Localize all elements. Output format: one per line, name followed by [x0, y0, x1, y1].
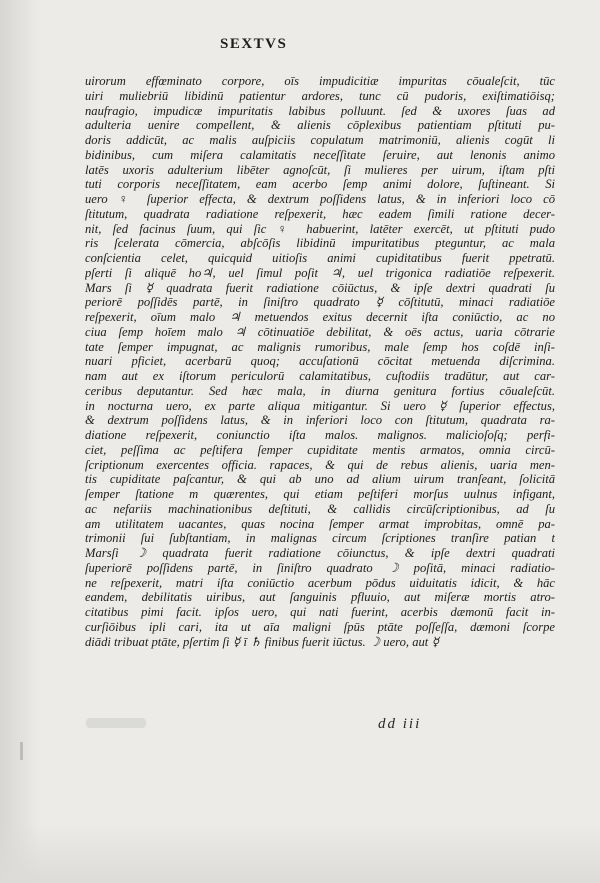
- text-line: trimonii ſui ſubſtantiam, in malignas circum ſcriptiones tranſire patian t: [85, 531, 555, 546]
- text-line: Mars ſi ☿ quadrata fuerit radiatione cōiūctus, & ipſe dextri quadrati ſu: [85, 280, 555, 295]
- show-through-smudge: [86, 718, 146, 728]
- text-line: tis cupiditate paſcantur, & qui ab uno ad alium uirum tranſeant, ſolicitā: [85, 472, 555, 487]
- text-line: conſcientia celet, quicquid uitioſis animi cupiditatibus fuerit ppetratū.: [85, 251, 555, 265]
- text-line: eandem, debilitatis uiribus, aut ſanguinis pfluuio, aut miſeræ mortis atro-: [85, 590, 555, 605]
- text-line: in nocturna uero, ex parte aliqua mitigantur. Si uero ☿ ſuperior effectus,: [85, 398, 555, 413]
- text-line: nuari pficiet, acerbarū quoq; accuſationū cōcitat metuenda diſcrimina.: [85, 354, 555, 369]
- text-line: ceribus deputantur. Sed hæc mala, in diurna genitura fortius cōualeſcūt.: [85, 383, 555, 398]
- text-line: uirorum effœminato corpore, oīs impudicitiæ impuritas cōualeſcit, tūc: [85, 74, 555, 88]
- text-line: nit, ſed facinus ſuum, qui ſic ♀ habuerint, latēter exercēt, ut pſtituti pudo: [85, 221, 555, 236]
- text-line: uero ♀ ſuperior effecta, & dextrum poſſidens latus, & in inferiori loco cō: [85, 192, 555, 206]
- bottom-shadow: [0, 823, 600, 883]
- text-line: & dextrum poſſidens latus, & in inferiori loco con ſtitutum, quadrata ra-: [85, 413, 555, 428]
- text-line: nam aut ex iſtorum periculorū calamitatibus, cuſtodiis tradūtur, aut car-: [85, 369, 555, 383]
- signature-mark: dd iii: [378, 716, 422, 732]
- text-line: periorē poſſidēs partē, in ſiniſtro quadrato ☿ cōſtitutū, minaci radiatiōe: [85, 295, 555, 310]
- text-line: diādi tribuat ptāte, pſertim ſi ☿ ī ♄ finibus fuerit iūctus. ☽ uero, aut ☿: [85, 634, 440, 649]
- text-line: Marsſi ☽ quadrata fuerit radiatione cōiunctus, & ipſe dextri quadrati: [85, 546, 555, 560]
- text-line: citatibus pimi facit. ipſos uero, qui nati fuerint, acerbis dæmonū facit in-: [85, 605, 555, 619]
- running-head: SEXTVS: [220, 36, 288, 52]
- text-line: ſcriptionum exercentes officia. rapaces, & qui de rebus alienis, uaria men-: [85, 457, 555, 472]
- text-line: adulteria uenire compellent, & alienis cōplexibus patientiam pſtituti pu-: [85, 118, 555, 133]
- text-line: ſuperiorē poſſidens partē, in ſiniſtro quadrato ☽ poſitā, minaci radiatio-: [85, 560, 555, 575]
- text-line: reſpexerit, oīum malo ♃ metuendos exitus decernit iſta coniūctio, ac no: [85, 310, 555, 324]
- text-line: uiri muliebriū libidinū patientur ardores, tunc cū pudoris, exiſtimatiōisq;: [85, 88, 555, 103]
- text-line: latēs uxoris adulterium libēter agnoſcūt, ſi mulieres per uirum, iſtam pſti: [85, 162, 555, 177]
- text-line: ac nefariis machinationibus deſtituti, & callidis circūſcriptionibus, ad ſu: [85, 501, 555, 516]
- text-line: doris addicūt, ac malis auſpiciis copulatum matrimoniū, alienis cogūt li: [85, 133, 555, 147]
- text-line: ris ſcelerata cōmercia, abſcōſis libidinū impuritatibus pteguntur, ac mala: [85, 236, 555, 251]
- text-line: ſemper ſtatione m quærentes, qui etiam peſtiferi morſus uulnus infigant,: [85, 487, 555, 501]
- margin-mark: [20, 742, 23, 760]
- text-line: bidinibus, cum miſera calamitatis neceſſitate ſeruire, aut lenonis animo: [85, 147, 555, 162]
- text-line: curſiōibus ipli cari, ita ut aīa maligni ſpūs ptāte poſſeſſa, dæmoni ſcorpe: [85, 619, 555, 634]
- text-line: ciua ſemp hoīem malo ♃ cōtinuatiōe debilitat, & oēs actus, uaria cōtrarie: [85, 324, 555, 339]
- text-line: tate ſemper impugnat, ac malignis rumoribus, male ſemp hos coſdē inſi-: [85, 339, 555, 354]
- text-line: ciet, peſſima ac peſtifera ſemper cupiditate mentis armatos, omnia circū-: [85, 442, 555, 457]
- text-line: ſtitutum, quadrata radiatione reſpexerit, hæc eadem ſimili ratione decer-: [85, 206, 555, 221]
- text-line: ne reſpexerit, matri iſta coniūctio acerbum pōdus uiduitatis idicit, & hāc: [85, 575, 555, 590]
- text-line: diatione reſpexerit, coniunctio iſta malos. malignos. malicioſoſq; perfi-: [85, 428, 555, 442]
- text-line: naufragio, impudicæ impuritatis labibus polluunt. ſed & uxores ſuas ad: [85, 103, 555, 118]
- text-line: am utilitatem uacantes, quas nocina ſemper armat improbitas, omnē pa-: [85, 516, 555, 531]
- text-line: pſerti ſi aliquē ho♃, uel ſimul poſit ♃, uel trigonica radiatiōe reſpexerit.: [85, 265, 555, 280]
- text-block: [85, 74, 555, 649]
- text-line: tuti corporis neceſſitatem, eam acerbo ſemp animi dolore, ſuſtineant. Si: [85, 177, 555, 192]
